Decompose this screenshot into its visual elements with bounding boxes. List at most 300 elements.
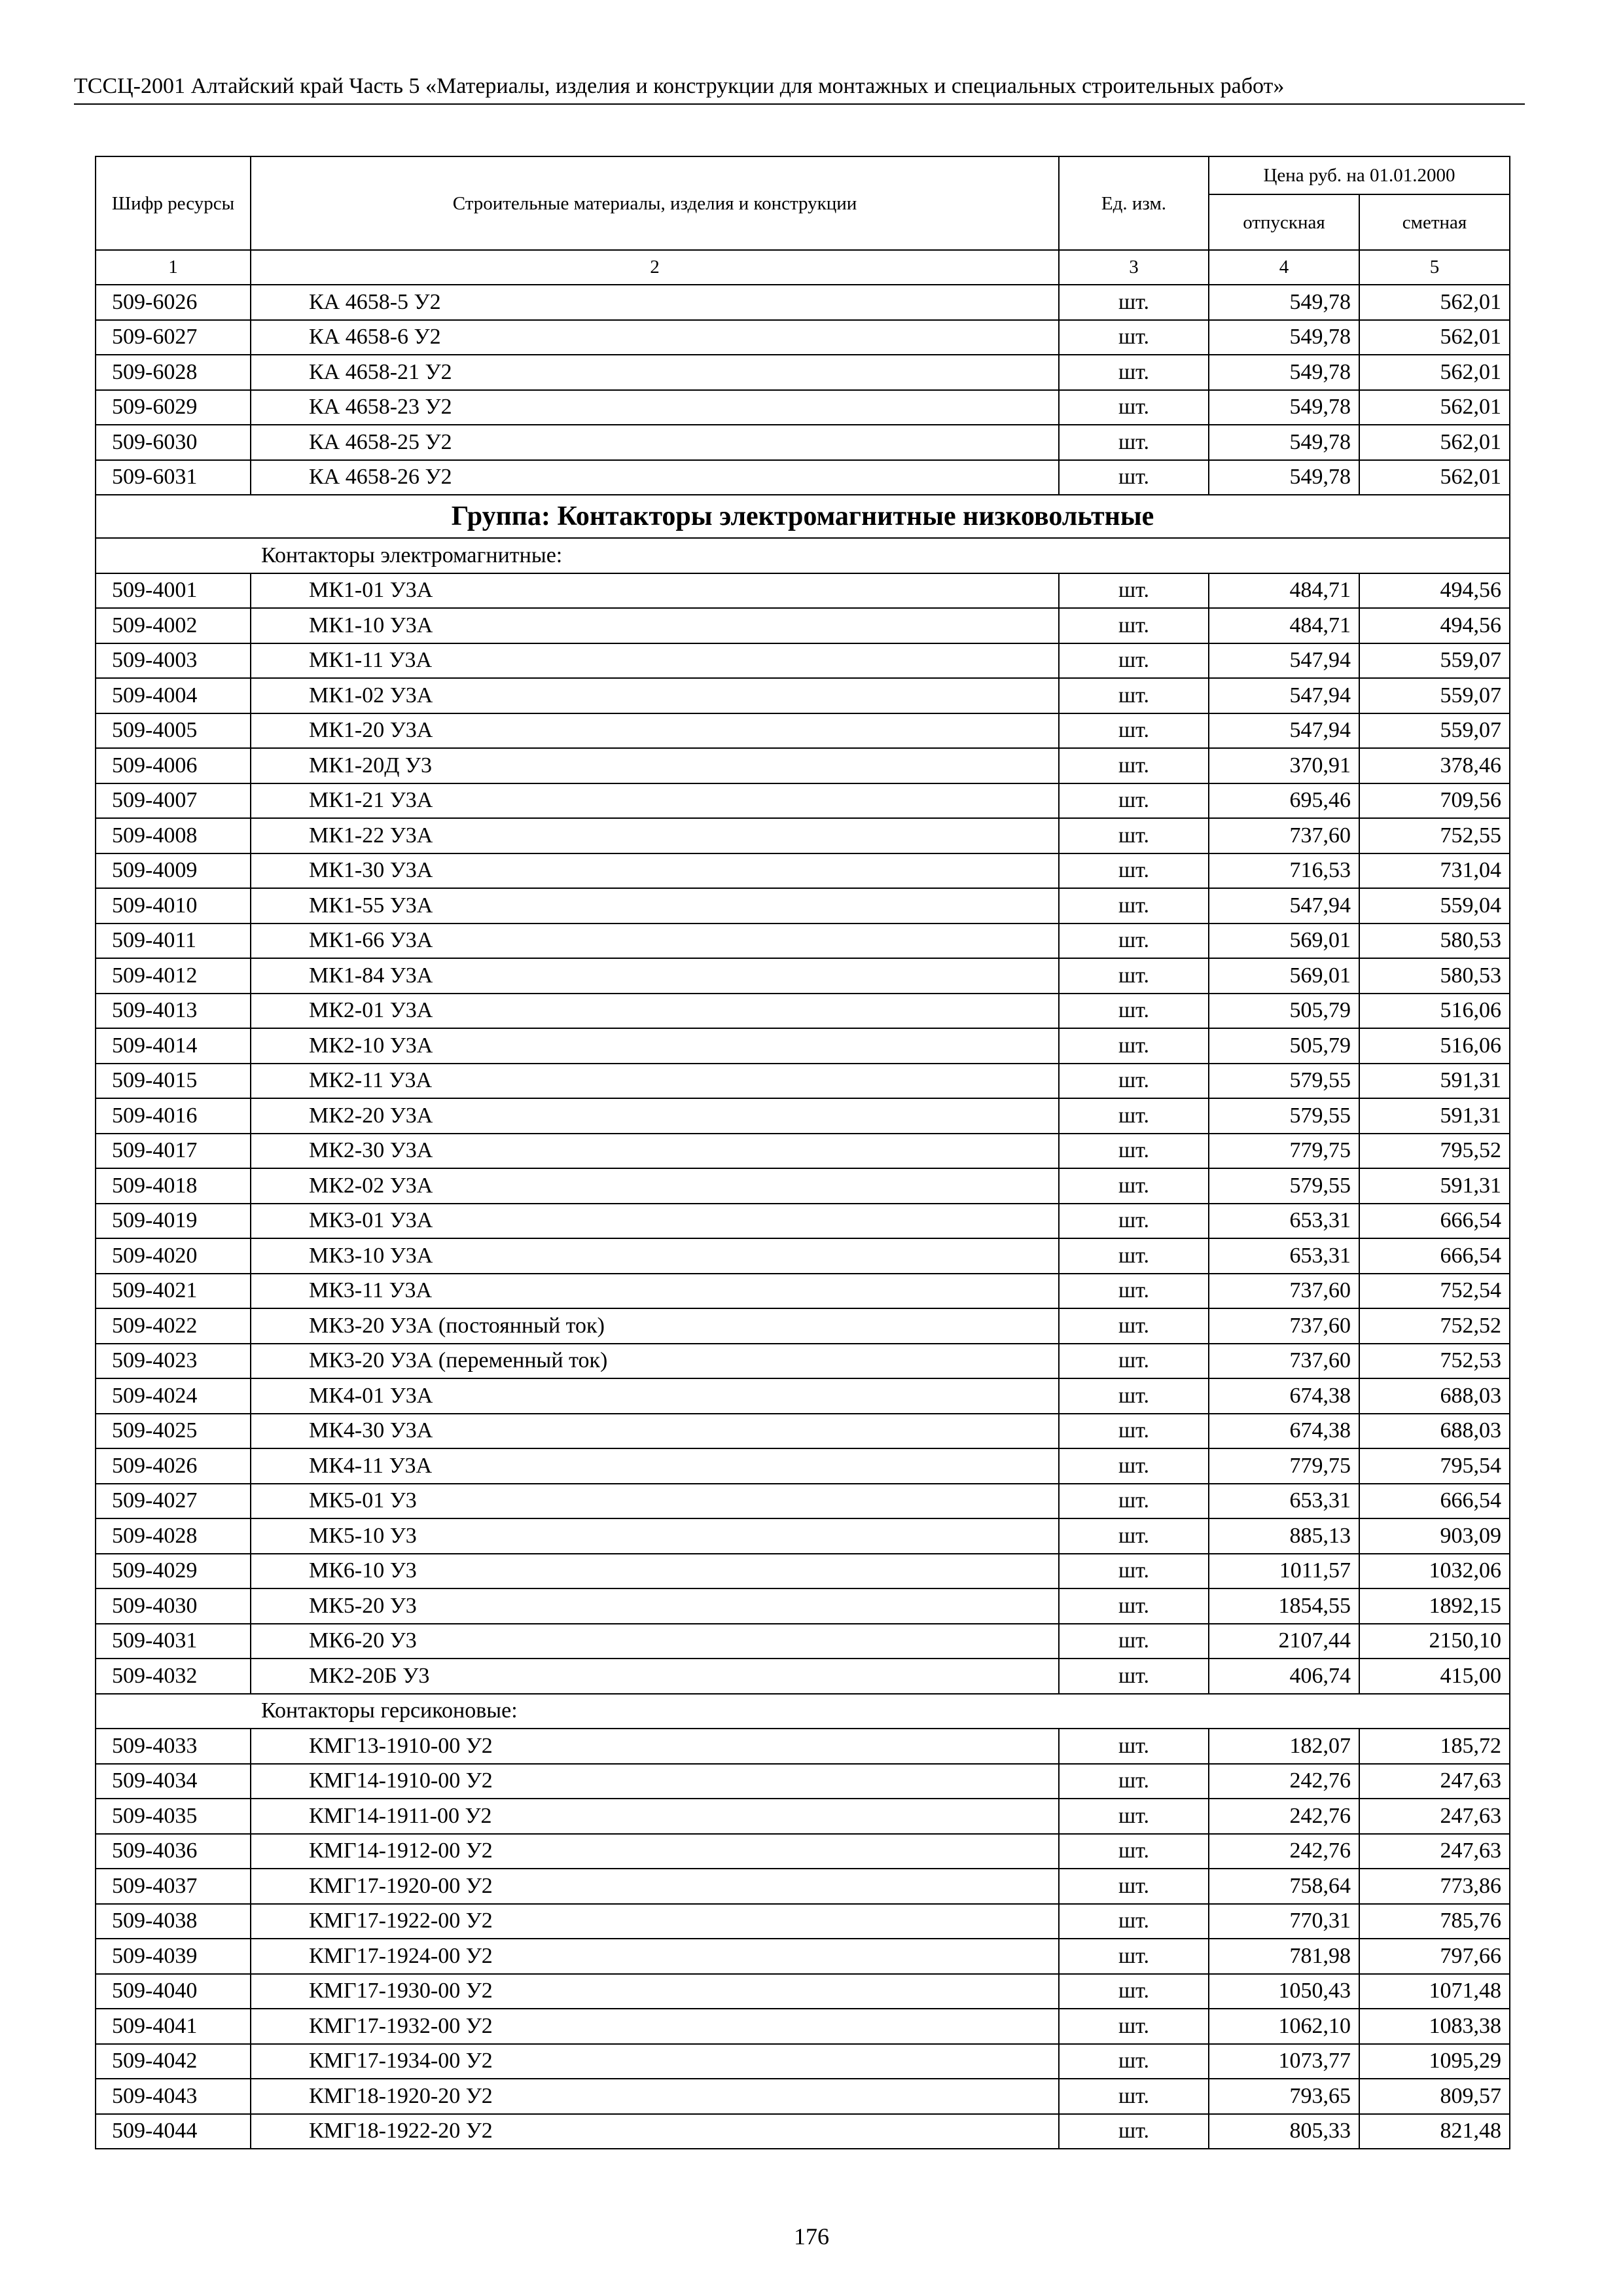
table-body <box>96 250 1510 2149</box>
table-row <box>96 678 1510 713</box>
resource-code: 509-6031 <box>96 460 251 495</box>
release-price: 1073,77 <box>1209 2044 1359 2079</box>
release-price: 1011,57 <box>1209 1554 1359 1589</box>
resource-code: 509-4035 <box>96 1799 251 1834</box>
table-row <box>96 713 1510 749</box>
unit: шт. <box>1059 2009 1209 2044</box>
unit: шт. <box>1059 1904 1209 1939</box>
unit: шт. <box>1059 355 1209 390</box>
release-price: 653,31 <box>1209 1484 1359 1519</box>
table-row <box>96 1168 1510 1204</box>
estimate-price: 580,53 <box>1359 958 1510 994</box>
material-name: МК2-02 У3А <box>251 1168 1059 1204</box>
estimate-price: 562,01 <box>1359 460 1510 495</box>
material-name: МК2-20 У3А <box>251 1098 1059 1134</box>
table-row <box>96 958 1510 994</box>
table-row <box>96 1448 1510 1484</box>
unit: шт. <box>1059 1799 1209 1834</box>
resource-code: 509-4014 <box>96 1028 251 1064</box>
unit: шт. <box>1059 1414 1209 1449</box>
material-name: МК1-11 У3А <box>251 643 1059 679</box>
material-name: МК3-01 У3А <box>251 1204 1059 1239</box>
subgroup-title: Контакторы герсиконовые: <box>96 1694 1510 1729</box>
unit: шт. <box>1059 1484 1209 1519</box>
unit: шт. <box>1059 958 1209 994</box>
table-row <box>96 1659 1510 1694</box>
material-name: МК2-10 У3А <box>251 1028 1059 1064</box>
release-price: 695,46 <box>1209 783 1359 819</box>
header-unit: Ед. изм. <box>1059 156 1209 250</box>
resource-code: 509-6029 <box>96 390 251 425</box>
estimate-price: 731,04 <box>1359 853 1510 889</box>
release-price: 716,53 <box>1209 853 1359 889</box>
estimate-price: 752,52 <box>1359 1308 1510 1344</box>
estimate-price: 666,54 <box>1359 1238 1510 1274</box>
unit: шт. <box>1059 1308 1209 1344</box>
material-name: КА 4658-6 У2 <box>251 320 1059 355</box>
estimate-price: 752,53 <box>1359 1344 1510 1379</box>
release-price: 579,55 <box>1209 1168 1359 1204</box>
column-number: 4 <box>1209 250 1359 285</box>
release-price: 674,38 <box>1209 1414 1359 1449</box>
estimate-price: 809,57 <box>1359 2079 1510 2114</box>
table-row <box>96 1308 1510 1344</box>
unit: шт. <box>1059 1974 1209 2009</box>
table-row <box>96 1764 1510 1799</box>
unit: шт. <box>1059 1168 1209 1204</box>
unit: шт. <box>1059 924 1209 959</box>
material-name: КА 4658-23 У2 <box>251 390 1059 425</box>
column-number: 1 <box>96 250 251 285</box>
group-title-row <box>96 495 1510 538</box>
resource-code: 509-6028 <box>96 355 251 390</box>
estimate-price: 773,86 <box>1359 1869 1510 1904</box>
estimate-price: 247,63 <box>1359 1834 1510 1869</box>
release-price: 484,71 <box>1209 608 1359 643</box>
estimate-price: 559,04 <box>1359 888 1510 924</box>
estimate-price: 415,00 <box>1359 1659 1510 1694</box>
unit: шт. <box>1059 1554 1209 1589</box>
table-row <box>96 573 1510 609</box>
table-row <box>96 2114 1510 2149</box>
unit: шт. <box>1059 573 1209 609</box>
column-numbers-row <box>96 250 1510 285</box>
estimate-price: 752,55 <box>1359 818 1510 853</box>
estimate-price: 562,01 <box>1359 320 1510 355</box>
table-row <box>96 2044 1510 2079</box>
material-name: МК5-20 У3 <box>251 1588 1059 1624</box>
group-title: Группа: Контакторы электромагнитные низковольтные <box>96 495 1510 538</box>
column-number: 3 <box>1059 250 1209 285</box>
table-row <box>96 1974 1510 2009</box>
estimate-price: 559,07 <box>1359 713 1510 749</box>
material-name: КМГ18-1922-20 У2 <box>251 2114 1059 2149</box>
table-row <box>96 1028 1510 1064</box>
release-price: 406,74 <box>1209 1659 1359 1694</box>
unit: шт. <box>1059 1274 1209 1309</box>
price-table <box>95 156 1510 2149</box>
resource-code: 509-4020 <box>96 1238 251 1274</box>
material-name: КМГ18-1920-20 У2 <box>251 2079 1059 2114</box>
resource-code: 509-4011 <box>96 924 251 959</box>
release-price: 547,94 <box>1209 678 1359 713</box>
material-name: МК3-20 У3А (переменный ток) <box>251 1344 1059 1379</box>
resource-code: 509-4027 <box>96 1484 251 1519</box>
release-price: 549,78 <box>1209 390 1359 425</box>
resource-code: 509-4009 <box>96 853 251 889</box>
material-name: МК1-01 У3А <box>251 573 1059 609</box>
release-price: 505,79 <box>1209 1028 1359 1064</box>
estimate-price: 580,53 <box>1359 924 1510 959</box>
resource-code: 509-4024 <box>96 1378 251 1414</box>
table-row <box>96 1414 1510 1449</box>
resource-code: 509-4016 <box>96 1098 251 1134</box>
release-price: 242,76 <box>1209 1799 1359 1834</box>
release-price: 737,60 <box>1209 1344 1359 1379</box>
table-row <box>96 390 1510 425</box>
unit: шт. <box>1059 460 1209 495</box>
table-row <box>96 1799 1510 1834</box>
unit: шт. <box>1059 1518 1209 1554</box>
estimate-price: 1095,29 <box>1359 2044 1510 2079</box>
unit: шт. <box>1059 678 1209 713</box>
release-price: 569,01 <box>1209 958 1359 994</box>
table-row <box>96 1484 1510 1519</box>
resource-code: 509-4032 <box>96 1659 251 1694</box>
unit: шт. <box>1059 853 1209 889</box>
table-row <box>96 2009 1510 2044</box>
table-row <box>96 748 1510 783</box>
estimate-price: 752,54 <box>1359 1274 1510 1309</box>
release-price: 779,75 <box>1209 1448 1359 1484</box>
table-row <box>96 608 1510 643</box>
release-price: 779,75 <box>1209 1134 1359 1169</box>
material-name: МК1-02 У3А <box>251 678 1059 713</box>
resource-code: 509-4017 <box>96 1134 251 1169</box>
unit: шт. <box>1059 1588 1209 1624</box>
unit: шт. <box>1059 2079 1209 2114</box>
unit: шт. <box>1059 994 1209 1029</box>
material-name: КА 4658-26 У2 <box>251 460 1059 495</box>
unit: шт. <box>1059 1729 1209 1764</box>
estimate-price: 562,01 <box>1359 425 1510 460</box>
subgroup-title-row <box>96 1694 1510 1729</box>
release-price: 579,55 <box>1209 1064 1359 1099</box>
table-row <box>96 994 1510 1029</box>
estimate-price: 494,56 <box>1359 608 1510 643</box>
estimate-price: 516,06 <box>1359 994 1510 1029</box>
resource-code: 509-4037 <box>96 1869 251 1904</box>
estimate-price: 185,72 <box>1359 1729 1510 1764</box>
material-name: МК3-20 У3А (постоянный ток) <box>251 1308 1059 1344</box>
resource-code: 509-6026 <box>96 285 251 320</box>
resource-code: 509-4042 <box>96 2044 251 2079</box>
material-name: МК1-21 У3А <box>251 783 1059 819</box>
material-name: МК4-01 У3А <box>251 1378 1059 1414</box>
release-price: 1050,43 <box>1209 1974 1359 2009</box>
release-price: 653,31 <box>1209 1238 1359 1274</box>
unit: шт. <box>1059 1764 1209 1799</box>
resource-code: 509-4028 <box>96 1518 251 1554</box>
resource-code: 509-4001 <box>96 573 251 609</box>
material-name: МК2-30 У3А <box>251 1134 1059 1169</box>
release-price: 653,31 <box>1209 1204 1359 1239</box>
estimate-price: 785,76 <box>1359 1904 1510 1939</box>
header-name: Строительные материалы, изделия и конструкции <box>251 156 1059 250</box>
resource-code: 509-4031 <box>96 1624 251 1659</box>
table-row <box>96 924 1510 959</box>
table-row <box>96 285 1510 320</box>
estimate-price: 1083,38 <box>1359 2009 1510 2044</box>
unit: шт. <box>1059 748 1209 783</box>
table-row <box>96 355 1510 390</box>
material-name: МК1-55 У3А <box>251 888 1059 924</box>
estimate-price: 562,01 <box>1359 355 1510 390</box>
unit: шт. <box>1059 1238 1209 1274</box>
material-name: МК6-10 У3 <box>251 1554 1059 1589</box>
unit: шт. <box>1059 1659 1209 1694</box>
estimate-price: 688,03 <box>1359 1378 1510 1414</box>
material-name: МК4-30 У3А <box>251 1414 1059 1449</box>
estimate-price: 1892,15 <box>1359 1588 1510 1624</box>
estimate-price: 821,48 <box>1359 2114 1510 2149</box>
resource-code: 509-4023 <box>96 1344 251 1379</box>
estimate-price: 247,63 <box>1359 1764 1510 1799</box>
estimate-price: 591,31 <box>1359 1168 1510 1204</box>
release-price: 674,38 <box>1209 1378 1359 1414</box>
material-name: МК6-20 У3 <box>251 1624 1059 1659</box>
unit: шт. <box>1059 1869 1209 1904</box>
resource-code: 509-6027 <box>96 320 251 355</box>
release-price: 242,76 <box>1209 1764 1359 1799</box>
release-price: 737,60 <box>1209 1308 1359 1344</box>
estimate-price: 494,56 <box>1359 573 1510 609</box>
unit: шт. <box>1059 608 1209 643</box>
release-price: 549,78 <box>1209 425 1359 460</box>
resource-code: 509-4030 <box>96 1588 251 1624</box>
estimate-price: 666,54 <box>1359 1204 1510 1239</box>
unit: шт. <box>1059 818 1209 853</box>
resource-code: 509-4004 <box>96 678 251 713</box>
unit: шт. <box>1059 1624 1209 1659</box>
table-row <box>96 320 1510 355</box>
estimate-price: 795,54 <box>1359 1448 1510 1484</box>
estimate-price: 797,66 <box>1359 1939 1510 1974</box>
material-name: КМГ17-1920-00 У2 <box>251 1869 1059 1904</box>
release-price: 182,07 <box>1209 1729 1359 1764</box>
table-row <box>96 1554 1510 1589</box>
release-price: 781,98 <box>1209 1939 1359 1974</box>
resource-code: 509-4003 <box>96 643 251 679</box>
release-price: 549,78 <box>1209 460 1359 495</box>
release-price: 737,60 <box>1209 1274 1359 1309</box>
resource-code: 509-4010 <box>96 888 251 924</box>
estimate-price: 903,09 <box>1359 1518 1510 1554</box>
release-price: 370,91 <box>1209 748 1359 783</box>
material-name: МК1-66 У3А <box>251 924 1059 959</box>
resource-code: 509-4025 <box>96 1414 251 1449</box>
estimate-price: 591,31 <box>1359 1064 1510 1099</box>
unit: шт. <box>1059 425 1209 460</box>
unit: шт. <box>1059 285 1209 320</box>
material-name: МК2-01 У3А <box>251 994 1059 1029</box>
release-price: 242,76 <box>1209 1834 1359 1869</box>
material-name: МК2-20Б У3 <box>251 1659 1059 1694</box>
resource-code: 509-4040 <box>96 1974 251 2009</box>
resource-code: 509-4034 <box>96 1764 251 1799</box>
subgroup-title: Контакторы электромагнитные: <box>96 538 1510 573</box>
column-number: 5 <box>1359 250 1510 285</box>
resource-code: 509-4029 <box>96 1554 251 1589</box>
material-name: МК1-84 У3А <box>251 958 1059 994</box>
table-row <box>96 1729 1510 1764</box>
material-name: МК1-22 У3А <box>251 818 1059 853</box>
resource-code: 509-4038 <box>96 1904 251 1939</box>
release-price: 547,94 <box>1209 643 1359 679</box>
resource-code: 509-4039 <box>96 1939 251 1974</box>
table-row <box>96 818 1510 853</box>
header-price-group: Цена руб. на 01.01.2000 <box>1209 156 1510 194</box>
subgroup-title-row <box>96 538 1510 573</box>
table-row <box>96 783 1510 819</box>
unit: шт. <box>1059 1028 1209 1064</box>
unit: шт. <box>1059 2114 1209 2149</box>
material-name: КМГ17-1930-00 У2 <box>251 1974 1059 2009</box>
resource-code: 509-4021 <box>96 1274 251 1309</box>
release-price: 805,33 <box>1209 2114 1359 2149</box>
release-price: 484,71 <box>1209 573 1359 609</box>
release-price: 505,79 <box>1209 994 1359 1029</box>
material-name: КА 4658-5 У2 <box>251 285 1059 320</box>
release-price: 579,55 <box>1209 1098 1359 1134</box>
unit: шт. <box>1059 320 1209 355</box>
release-price: 547,94 <box>1209 713 1359 749</box>
resource-code: 509-4013 <box>96 994 251 1029</box>
unit: шт. <box>1059 1204 1209 1239</box>
release-price: 2107,44 <box>1209 1624 1359 1659</box>
unit: шт. <box>1059 713 1209 749</box>
resource-code: 509-4041 <box>96 2009 251 2044</box>
table-row <box>96 2079 1510 2114</box>
release-price: 1062,10 <box>1209 2009 1359 2044</box>
unit: шт. <box>1059 1834 1209 1869</box>
material-name: МК2-11 У3А <box>251 1064 1059 1099</box>
release-price: 549,78 <box>1209 320 1359 355</box>
estimate-price: 516,06 <box>1359 1028 1510 1064</box>
material-name: КМГ14-1910-00 У2 <box>251 1764 1059 1799</box>
table-row <box>96 1588 1510 1624</box>
table-row <box>96 1274 1510 1309</box>
table-row <box>96 1344 1510 1379</box>
estimate-price: 1071,48 <box>1359 1974 1510 2009</box>
resource-code: 509-4005 <box>96 713 251 749</box>
resource-code: 509-4044 <box>96 2114 251 2149</box>
resource-code: 509-4036 <box>96 1834 251 1869</box>
estimate-price: 378,46 <box>1359 748 1510 783</box>
material-name: МК1-30 У3А <box>251 853 1059 889</box>
unit: шт. <box>1059 1448 1209 1484</box>
resource-code: 509-4026 <box>96 1448 251 1484</box>
unit: шт. <box>1059 1098 1209 1134</box>
material-name: МК1-20 У3А <box>251 713 1059 749</box>
estimate-price: 688,03 <box>1359 1414 1510 1449</box>
material-name: КМГ17-1924-00 У2 <box>251 1939 1059 1974</box>
resource-code: 509-4033 <box>96 1729 251 1764</box>
estimate-price: 666,54 <box>1359 1484 1510 1519</box>
unit: шт. <box>1059 643 1209 679</box>
table-row <box>96 1064 1510 1099</box>
table-row <box>96 888 1510 924</box>
release-price: 547,94 <box>1209 888 1359 924</box>
table-row <box>96 1204 1510 1239</box>
release-price: 549,78 <box>1209 285 1359 320</box>
table-row <box>96 853 1510 889</box>
table-row <box>96 425 1510 460</box>
table-row <box>96 1624 1510 1659</box>
table-row <box>96 1834 1510 1869</box>
material-name: МК1-10 У3А <box>251 608 1059 643</box>
resource-code: 509-4018 <box>96 1168 251 1204</box>
release-price: 770,31 <box>1209 1904 1359 1939</box>
material-name: МК5-10 У3 <box>251 1518 1059 1554</box>
running-head: ТССЦ-2001 Алтайский край Часть 5 «Материалы, изделия и конструкции для монтажных и специальных строительных работ» <box>74 73 1525 105</box>
table-row <box>96 1518 1510 1554</box>
unit: шт. <box>1059 888 1209 924</box>
header-release-price: отпускная <box>1209 194 1359 250</box>
material-name: МК1-20Д У3 <box>251 748 1059 783</box>
estimate-price: 562,01 <box>1359 390 1510 425</box>
table-row <box>96 1238 1510 1274</box>
resource-code: 509-4002 <box>96 608 251 643</box>
unit: шт. <box>1059 2044 1209 2079</box>
release-price: 1854,55 <box>1209 1588 1359 1624</box>
release-price: 549,78 <box>1209 355 1359 390</box>
estimate-price: 591,31 <box>1359 1098 1510 1134</box>
table-row <box>96 1098 1510 1134</box>
resource-code: 509-4007 <box>96 783 251 819</box>
column-number: 2 <box>251 250 1059 285</box>
table-row <box>96 1134 1510 1169</box>
material-name: КМГ17-1932-00 У2 <box>251 2009 1059 2044</box>
material-name: КМГ13-1910-00 У2 <box>251 1729 1059 1764</box>
resource-code: 509-4015 <box>96 1064 251 1099</box>
resource-code: 509-4012 <box>96 958 251 994</box>
unit: шт. <box>1059 1378 1209 1414</box>
release-price: 885,13 <box>1209 1518 1359 1554</box>
estimate-price: 247,63 <box>1359 1799 1510 1834</box>
table-row <box>96 1869 1510 1904</box>
material-name: КМГ17-1922-00 У2 <box>251 1904 1059 1939</box>
material-name: КА 4658-25 У2 <box>251 425 1059 460</box>
estimate-price: 795,52 <box>1359 1134 1510 1169</box>
unit: шт. <box>1059 783 1209 819</box>
estimate-price: 1032,06 <box>1359 1554 1510 1589</box>
header-estimate-price: сметная <box>1359 194 1510 250</box>
table-row <box>96 643 1510 679</box>
table-row <box>96 460 1510 495</box>
material-name: МК5-01 У3 <box>251 1484 1059 1519</box>
release-price: 793,65 <box>1209 2079 1359 2114</box>
unit: шт. <box>1059 1344 1209 1379</box>
estimate-price: 559,07 <box>1359 643 1510 679</box>
resource-code: 509-4022 <box>96 1308 251 1344</box>
estimate-price: 559,07 <box>1359 678 1510 713</box>
page-number: 176 <box>794 2223 829 2250</box>
table-row <box>96 1939 1510 1974</box>
material-name: КА 4658-21 У2 <box>251 355 1059 390</box>
unit: шт. <box>1059 1134 1209 1169</box>
table-row <box>96 1378 1510 1414</box>
